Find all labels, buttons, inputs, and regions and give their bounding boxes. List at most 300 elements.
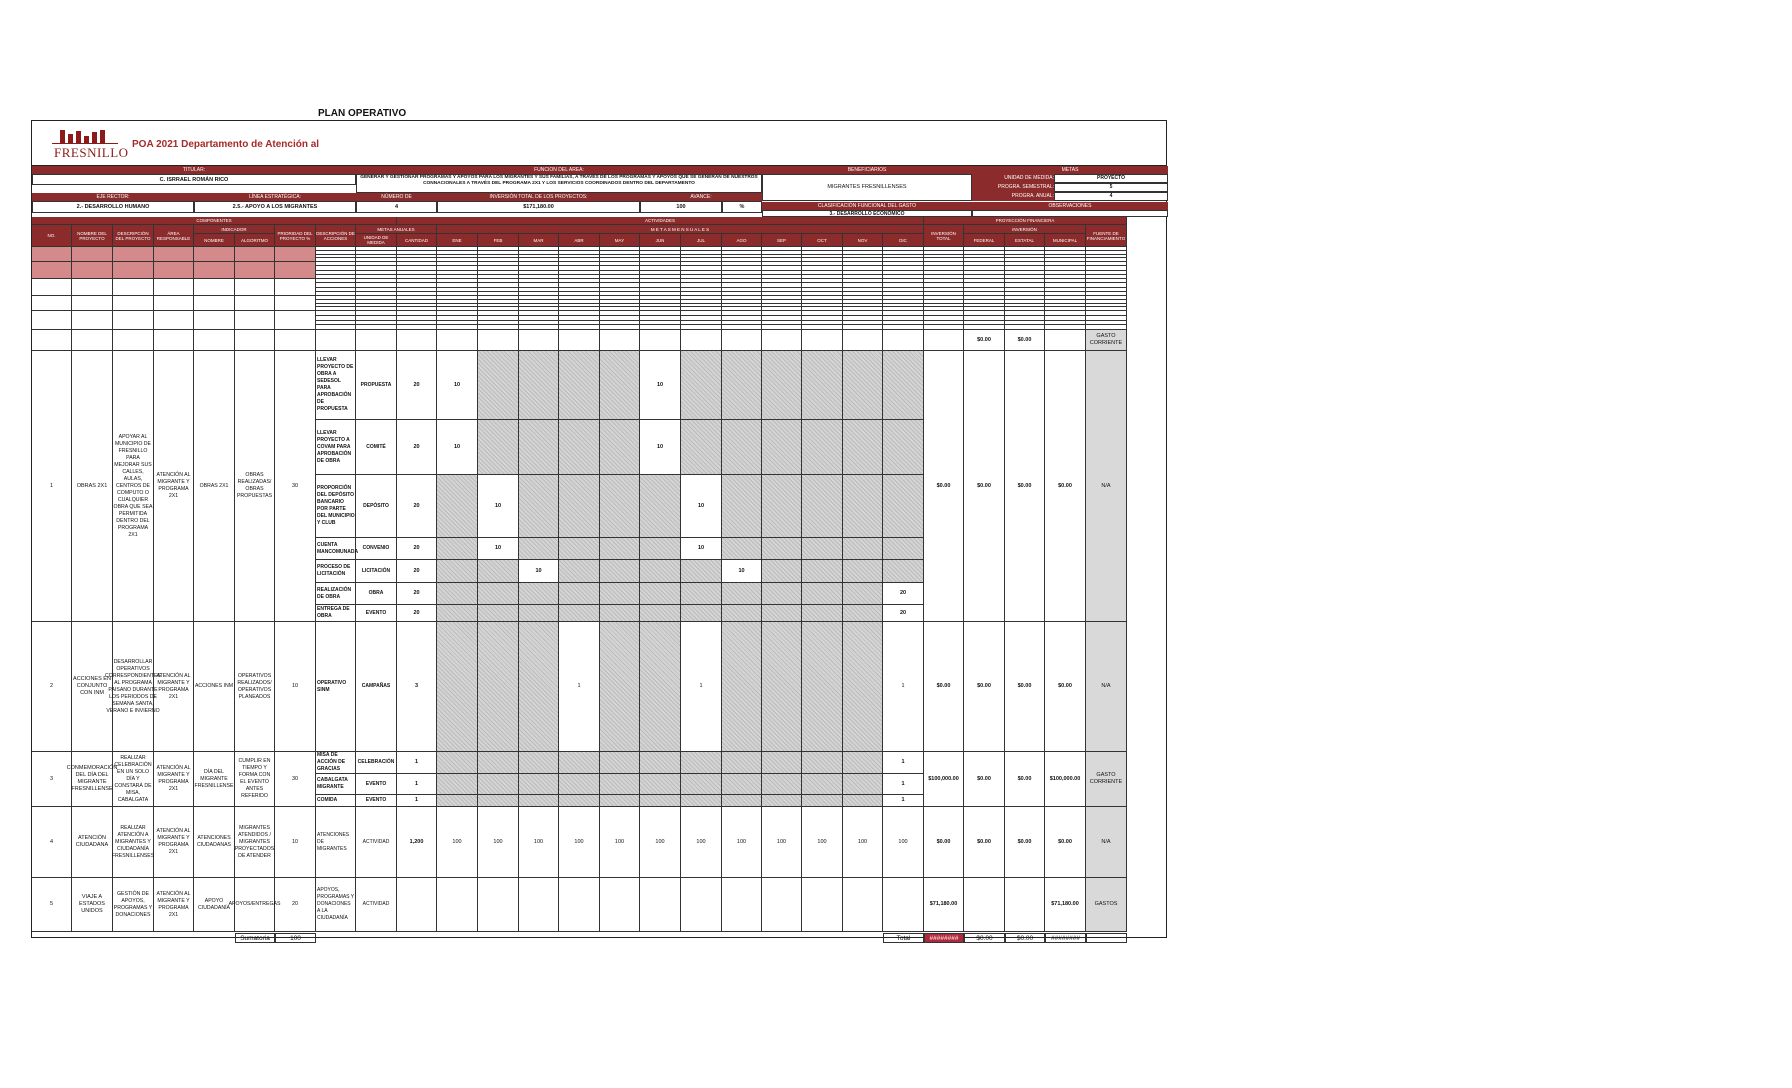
action-desc: PROPORCIÓN DEL DEPÓSITO BANCARIO POR PARTE DEL MUNICIPIO Y CLUB bbox=[316, 475, 356, 538]
project-fuente: GASTO CORRIENTE bbox=[1086, 752, 1127, 807]
unidad-label: UNIDAD DE MEDIDA: bbox=[972, 174, 1054, 183]
empty-cell bbox=[32, 311, 72, 330]
col-metas-mensuales: M E T A S M E N S U A L E S bbox=[437, 225, 924, 234]
month-value: 100 bbox=[681, 807, 722, 878]
avance-label: AVANCE: bbox=[640, 193, 762, 201]
col-indicador: INDICADOR bbox=[194, 225, 275, 234]
action-unidad: ACTIVIDAD bbox=[356, 807, 397, 878]
linea-label: LÍNEA ESTRATÉGICA: bbox=[194, 193, 356, 201]
empty-cell bbox=[235, 296, 275, 311]
action-unidad: ACTIVIDAD bbox=[356, 878, 397, 932]
empty-cell bbox=[72, 296, 113, 311]
month-value: 10 bbox=[640, 351, 681, 420]
month-value bbox=[802, 878, 843, 932]
month-value: 100 bbox=[437, 807, 478, 878]
month-value bbox=[762, 475, 802, 538]
action-cantidad: 20 bbox=[397, 605, 437, 622]
empty-cell bbox=[924, 330, 964, 351]
month-value: 100 bbox=[478, 807, 519, 878]
month-value bbox=[762, 795, 802, 807]
empty-cell bbox=[32, 296, 72, 311]
month-value: 1 bbox=[681, 622, 722, 752]
project-prioridad: 10 bbox=[275, 622, 316, 752]
empty-cell bbox=[437, 330, 478, 351]
month-value bbox=[600, 475, 640, 538]
action-desc: APOYOS, PROGRAMAS Y DONACIONES A LA CIUDADANÍA bbox=[316, 878, 356, 932]
beneficiarios-value: MIGRANTES FRESNILLENSES bbox=[762, 174, 972, 201]
action-cantidad: 20 bbox=[397, 475, 437, 538]
month-value bbox=[640, 752, 681, 774]
empty-cell bbox=[235, 247, 275, 262]
month-value bbox=[437, 878, 478, 932]
metas-label: METAS bbox=[972, 166, 1168, 174]
col-month-may: MAY bbox=[600, 234, 640, 247]
month-value bbox=[478, 420, 519, 475]
month-value bbox=[519, 605, 559, 622]
col-desc-acciones: DESCRIPCIÓN DE ACCIONES bbox=[316, 225, 356, 247]
sumatoria-label: Sumatoria bbox=[235, 933, 275, 943]
banner-title: POA 2021 Departamento de Atención al bbox=[132, 139, 320, 150]
month-value bbox=[559, 878, 600, 932]
month-value: 1 bbox=[883, 622, 924, 752]
month-value bbox=[802, 752, 843, 774]
month-value bbox=[640, 774, 681, 795]
month-value bbox=[437, 475, 478, 538]
month-value bbox=[843, 538, 883, 560]
month-value bbox=[640, 538, 681, 560]
month-value bbox=[802, 795, 843, 807]
month-value bbox=[640, 560, 681, 583]
project-nombre: CONMEMORACIÓN DEL DÍA DEL MIGRANTE FRESNILLENSE bbox=[72, 752, 113, 807]
project-algoritmo: OPERATIVOS REALIZADOS/ OPERATIVOS PLANEADOS bbox=[235, 622, 275, 752]
col-nombre: NOMBRE DEL PROYECTO bbox=[72, 225, 113, 247]
action-desc: MISA DE ACCIÓN DE GRACIAS bbox=[316, 752, 356, 774]
project-municipal: $0.00 bbox=[1045, 351, 1086, 622]
month-value bbox=[722, 752, 762, 774]
month-value bbox=[802, 774, 843, 795]
project-fuente: N/A bbox=[1086, 807, 1127, 878]
empty-cell bbox=[640, 330, 681, 351]
empty-cell bbox=[72, 279, 113, 296]
action-desc: PROCESO DE LICITACIÓN bbox=[316, 560, 356, 583]
summary-cell: $0.00 bbox=[1005, 330, 1045, 351]
project-prioridad: 30 bbox=[275, 752, 316, 807]
empty-cell bbox=[194, 279, 235, 296]
month-value bbox=[722, 538, 762, 560]
project-no: 3 bbox=[32, 752, 72, 807]
project-fuente: N/A bbox=[1086, 351, 1127, 622]
beneficiarios-label: BENEFICIARIOS bbox=[762, 166, 972, 174]
month-value bbox=[681, 583, 722, 605]
month-value bbox=[640, 795, 681, 807]
month-value bbox=[640, 878, 681, 932]
empty-cell bbox=[235, 330, 275, 351]
project-estatal bbox=[1005, 878, 1045, 932]
empty-cell bbox=[275, 311, 316, 330]
month-value bbox=[519, 774, 559, 795]
month-value bbox=[478, 605, 519, 622]
month-value bbox=[600, 622, 640, 752]
month-value bbox=[681, 795, 722, 807]
action-cantidad: 1 bbox=[397, 795, 437, 807]
month-value bbox=[681, 878, 722, 932]
action-unidad: DEPÓSITO bbox=[356, 475, 397, 538]
month-value bbox=[883, 560, 924, 583]
month-value bbox=[802, 420, 843, 475]
month-value bbox=[843, 752, 883, 774]
empty-cell bbox=[235, 262, 275, 279]
col-month-feb: FEB bbox=[478, 234, 519, 247]
project-estatal: $0.00 bbox=[1005, 807, 1045, 878]
month-value bbox=[559, 475, 600, 538]
semestral-value: 5 bbox=[1054, 183, 1168, 192]
numero-label: NÚMERO DE bbox=[356, 193, 437, 201]
empty-cell bbox=[72, 330, 113, 351]
month-value bbox=[559, 351, 600, 420]
project-descripcion: DESARROLLAR OPERATIVOS CORRESPONDIENTES AL PROGRAMA PAISANO DURANTE LOS PERIODOS DE SEMANA SANTA, VERANO E INVIERNO bbox=[113, 622, 154, 752]
action-unidad: LICITACIÓN bbox=[356, 560, 397, 583]
empty-cell bbox=[72, 311, 113, 330]
empty-cell bbox=[843, 330, 883, 351]
col-fuente: FUENTE DE FINANCIAMIENTO bbox=[1086, 225, 1127, 247]
col-inversion: INVERSIÓN bbox=[964, 225, 1086, 234]
project-inv-total: $0.00 bbox=[924, 622, 964, 752]
project-nombre: VIAJE A ESTADOS UNIDOS bbox=[72, 878, 113, 932]
total-label: Total bbox=[883, 933, 924, 943]
month-value bbox=[722, 420, 762, 475]
month-value bbox=[843, 351, 883, 420]
project-no: 2 bbox=[32, 622, 72, 752]
banner bbox=[32, 121, 1166, 166]
month-value bbox=[600, 774, 640, 795]
month-value: 10 bbox=[478, 538, 519, 560]
project-descripcion: REALIZAR ATENCIÓN A MIGRANTES Y CIUDADANÍA FRESNILLENSES bbox=[113, 807, 154, 878]
col-month-dic: DIC bbox=[883, 234, 924, 247]
clasif-value: 3.- DESARROLLO ECONÓMICO bbox=[762, 210, 972, 217]
empty-cell bbox=[72, 262, 113, 279]
empty-cell bbox=[194, 311, 235, 330]
month-value bbox=[802, 351, 843, 420]
project-fuente: N/A bbox=[1086, 622, 1127, 752]
empty-cell bbox=[113, 330, 154, 351]
action-desc: COMIDA bbox=[316, 795, 356, 807]
total-inv: ######## bbox=[924, 933, 964, 943]
empty-cell bbox=[235, 279, 275, 296]
col-month-nov: NOV bbox=[843, 234, 883, 247]
month-value: 100 bbox=[843, 807, 883, 878]
month-value bbox=[722, 583, 762, 605]
empty-cell bbox=[32, 330, 72, 351]
funcion-label: FUNCION DEL AREA: bbox=[356, 166, 762, 174]
month-value bbox=[437, 583, 478, 605]
inversion-label: INVERSIÓN TOTAL DE LOS PROYECTOS: bbox=[437, 193, 640, 201]
action-unidad: EVENTO bbox=[356, 605, 397, 622]
empty-cell bbox=[113, 311, 154, 330]
plan-sheet bbox=[31, 120, 1167, 942]
project-indicador: ACCIONES INM bbox=[194, 622, 235, 752]
month-value bbox=[681, 605, 722, 622]
month-value bbox=[478, 774, 519, 795]
month-value bbox=[559, 420, 600, 475]
project-area: ATENCIÓN AL MIGRANTE Y PROGRAMA 2X1 bbox=[154, 622, 194, 752]
month-value: 20 bbox=[883, 605, 924, 622]
month-value: 10 bbox=[437, 351, 478, 420]
col-cantidad: CANTIDAD bbox=[397, 234, 437, 247]
col-ind-nombre: NOMBRE bbox=[194, 234, 235, 247]
project-area: ATENCIÓN AL MIGRANTE Y PROGRAMA 2X1 bbox=[154, 752, 194, 807]
clasif-label: CLASIFICACIÓN FUNCIONAL DEL GASTO bbox=[762, 202, 972, 210]
eje-label: EJE RECTOR: bbox=[32, 193, 194, 201]
month-value bbox=[681, 560, 722, 583]
month-value: 100 bbox=[722, 807, 762, 878]
month-value bbox=[762, 622, 802, 752]
month-value bbox=[843, 605, 883, 622]
month-value bbox=[519, 475, 559, 538]
project-federal: $0.00 bbox=[964, 622, 1005, 752]
action-cantidad: 1 bbox=[397, 752, 437, 774]
empty-cell bbox=[681, 330, 722, 351]
month-value bbox=[478, 351, 519, 420]
month-value bbox=[559, 795, 600, 807]
project-nombre: ATENCIÓN CIUDADANA bbox=[72, 807, 113, 878]
month-value bbox=[762, 560, 802, 583]
action-cantidad: 1 bbox=[397, 774, 437, 795]
month-value bbox=[640, 605, 681, 622]
month-value: 100 bbox=[600, 807, 640, 878]
avance-value: 100 bbox=[640, 201, 722, 213]
project-nombre: OBRAS 2X1 bbox=[72, 351, 113, 622]
empty-cell bbox=[802, 330, 843, 351]
month-value: 1 bbox=[883, 752, 924, 774]
month-value bbox=[722, 795, 762, 807]
empty-cell bbox=[113, 247, 154, 262]
month-value bbox=[437, 538, 478, 560]
action-unidad: CAMPAÑAS bbox=[356, 622, 397, 752]
total-fuente bbox=[1086, 933, 1127, 943]
eje-value: 2.- DESARROLLO HUMANO bbox=[32, 201, 194, 213]
month-value bbox=[722, 878, 762, 932]
month-value bbox=[802, 560, 843, 583]
month-value bbox=[762, 774, 802, 795]
month-value bbox=[802, 538, 843, 560]
project-federal: $0.00 bbox=[964, 752, 1005, 807]
empty-cell bbox=[154, 296, 194, 311]
month-value bbox=[478, 560, 519, 583]
month-value: 100 bbox=[802, 807, 843, 878]
month-value: 10 bbox=[519, 560, 559, 583]
empty-cell bbox=[356, 330, 397, 351]
month-value: 100 bbox=[519, 807, 559, 878]
month-value bbox=[722, 475, 762, 538]
inversion-value: $171,180.00 bbox=[437, 201, 640, 213]
month-value bbox=[883, 878, 924, 932]
col-month-jul: JUL bbox=[681, 234, 722, 247]
project-area: ATENCIÓN AL MIGRANTE Y PROGRAMA 2X1 bbox=[154, 351, 194, 622]
empty-cell bbox=[762, 330, 802, 351]
month-value bbox=[519, 795, 559, 807]
fresnillo-logo bbox=[52, 128, 129, 160]
month-value bbox=[519, 420, 559, 475]
action-cantidad: 3 bbox=[397, 622, 437, 752]
proyeccion-header: PROYECCIÓN FINANCIERA bbox=[924, 217, 1127, 225]
month-value bbox=[478, 795, 519, 807]
month-value bbox=[519, 351, 559, 420]
empty-cell bbox=[883, 330, 924, 351]
empty-cell bbox=[559, 330, 600, 351]
anual-label: PROGRA. ANUAL: bbox=[972, 192, 1054, 201]
project-inv-total: $0.00 bbox=[924, 807, 964, 878]
month-value: 20 bbox=[883, 583, 924, 605]
month-value bbox=[519, 583, 559, 605]
month-value bbox=[843, 583, 883, 605]
month-value bbox=[478, 878, 519, 932]
month-value bbox=[802, 605, 843, 622]
empty-cell bbox=[154, 311, 194, 330]
col-inv-total: INVERSIÓN TOTAL bbox=[924, 225, 964, 247]
action-desc: CUENTA MANCOMUNADA bbox=[316, 538, 356, 560]
month-value bbox=[883, 351, 924, 420]
empty-cell bbox=[478, 330, 519, 351]
anual-value: 4 bbox=[1054, 192, 1168, 201]
action-unidad: CONVENIO bbox=[356, 538, 397, 560]
month-value bbox=[843, 475, 883, 538]
empty-cell bbox=[275, 247, 316, 262]
month-value bbox=[722, 622, 762, 752]
action-desc: OPERATIVO SINM bbox=[316, 622, 356, 752]
month-value bbox=[883, 475, 924, 538]
empty-cell bbox=[194, 296, 235, 311]
month-value bbox=[559, 774, 600, 795]
project-indicador: DÍA DEL MIGRANTE FRESNILLENSE bbox=[194, 752, 235, 807]
month-value bbox=[762, 583, 802, 605]
month-value bbox=[762, 420, 802, 475]
month-value bbox=[437, 560, 478, 583]
empty-cell bbox=[275, 262, 316, 279]
month-value bbox=[437, 752, 478, 774]
avance-unit: % bbox=[722, 201, 762, 213]
logo-text: FRESNILLO bbox=[54, 145, 129, 160]
empty-cell bbox=[154, 279, 194, 296]
project-estatal: $0.00 bbox=[1005, 752, 1045, 807]
col-month-abr: ABR bbox=[559, 234, 600, 247]
empty-cell bbox=[194, 247, 235, 262]
project-estatal: $0.00 bbox=[1005, 351, 1045, 622]
action-desc: REALIZACIÓN DE OBRA bbox=[316, 583, 356, 605]
project-prioridad: 30 bbox=[275, 351, 316, 622]
project-inv-total: $0.00 bbox=[924, 351, 964, 622]
project-inv-total: $71,180.00 bbox=[924, 878, 964, 932]
obs-label: OBSERVACIONES bbox=[972, 202, 1168, 210]
project-algoritmo: MIGRANTES ATENDIDOS / MIGRANTES PROYECTADOS DE ATENDER bbox=[235, 807, 275, 878]
month-value bbox=[600, 420, 640, 475]
empty-cell bbox=[275, 330, 316, 351]
month-value bbox=[681, 351, 722, 420]
month-value bbox=[600, 605, 640, 622]
project-municipal: $100,000.00 bbox=[1045, 752, 1086, 807]
month-value: 10 bbox=[722, 560, 762, 583]
month-value bbox=[478, 752, 519, 774]
col-month-mar: MAR bbox=[519, 234, 559, 247]
month-value bbox=[802, 622, 843, 752]
month-value bbox=[762, 538, 802, 560]
month-value: 1 bbox=[883, 795, 924, 807]
action-cantidad: 20 bbox=[397, 420, 437, 475]
month-value bbox=[600, 583, 640, 605]
numero-value: 4 bbox=[356, 201, 437, 213]
month-value bbox=[681, 752, 722, 774]
month-value bbox=[843, 622, 883, 752]
action-unidad: OBRA bbox=[356, 583, 397, 605]
funcion-value: GENERAR Y GESTIONAR PROGRAMAS Y APOYOS PARA LOS MIGRANTES Y SUS FAMILIAS, A TRAVÉS DE LOS PROGRAMAS Y APOYOS QUE SE GENERAN DE NUESTROS CONNACIONALES A TRAVÉS DEL PROGRAMA 2X1 Y LOS SERVICIOS COORDINADOS DENTRO DEL DEPARTAMENTO bbox=[356, 174, 762, 193]
empty-cell bbox=[154, 247, 194, 262]
month-value bbox=[802, 583, 843, 605]
empty-cell bbox=[72, 247, 113, 262]
col-unidad: UNIDAD DE MEDIDA bbox=[356, 234, 397, 247]
month-value bbox=[722, 605, 762, 622]
month-value bbox=[600, 878, 640, 932]
project-municipal: $0.00 bbox=[1045, 807, 1086, 878]
obs-value bbox=[972, 210, 1168, 217]
month-value bbox=[762, 605, 802, 622]
empty-cell bbox=[1045, 330, 1086, 351]
empty-cell bbox=[113, 296, 154, 311]
col-federal: FEDERAL bbox=[964, 234, 1005, 247]
month-value bbox=[559, 538, 600, 560]
col-metas-anuales: METAS ANUALES bbox=[356, 225, 437, 234]
month-value: 1 bbox=[559, 622, 600, 752]
col-area: ÁREA RESPONSABLE bbox=[154, 225, 194, 247]
month-value bbox=[437, 622, 478, 752]
empty-cell bbox=[194, 262, 235, 279]
month-value bbox=[600, 560, 640, 583]
empty-cell bbox=[235, 311, 275, 330]
month-value bbox=[883, 538, 924, 560]
month-value bbox=[762, 752, 802, 774]
month-value bbox=[559, 583, 600, 605]
action-cantidad: 20 bbox=[397, 538, 437, 560]
project-no: 5 bbox=[32, 878, 72, 932]
action-unidad: EVENTO bbox=[356, 774, 397, 795]
empty-cell bbox=[113, 262, 154, 279]
empty-cell bbox=[519, 330, 559, 351]
empty-cell bbox=[722, 330, 762, 351]
project-no: 1 bbox=[32, 351, 72, 622]
titular-label: TITULAR: bbox=[32, 166, 356, 174]
col-month-oct: OCT bbox=[802, 234, 843, 247]
project-algoritmo: CUMPLIR EN TIEMPO Y FORMA CON EL EVENTO ANTES REFERIDO bbox=[235, 752, 275, 807]
month-value bbox=[883, 420, 924, 475]
month-value: 10 bbox=[478, 475, 519, 538]
col-month-ago: AGO bbox=[722, 234, 762, 247]
empty-cell bbox=[32, 279, 72, 296]
project-municipal: $0.00 bbox=[1045, 622, 1086, 752]
month-value bbox=[722, 774, 762, 795]
month-value: 100 bbox=[559, 807, 600, 878]
empty-cell bbox=[194, 330, 235, 351]
empty-cell bbox=[32, 262, 72, 279]
project-estatal: $0.00 bbox=[1005, 622, 1045, 752]
project-indicador: APOYO CIUDADANÍA bbox=[194, 878, 235, 932]
month-value bbox=[762, 878, 802, 932]
project-prioridad: 10 bbox=[275, 807, 316, 878]
month-value bbox=[681, 420, 722, 475]
empty-cell bbox=[154, 330, 194, 351]
action-cantidad: 20 bbox=[397, 351, 437, 420]
month-value bbox=[559, 605, 600, 622]
empty-cell bbox=[275, 279, 316, 296]
month-value bbox=[519, 538, 559, 560]
action-desc: LLEVAR PROYECTO A COVAM PARA APROBACIÓN DE OBRA bbox=[316, 420, 356, 475]
